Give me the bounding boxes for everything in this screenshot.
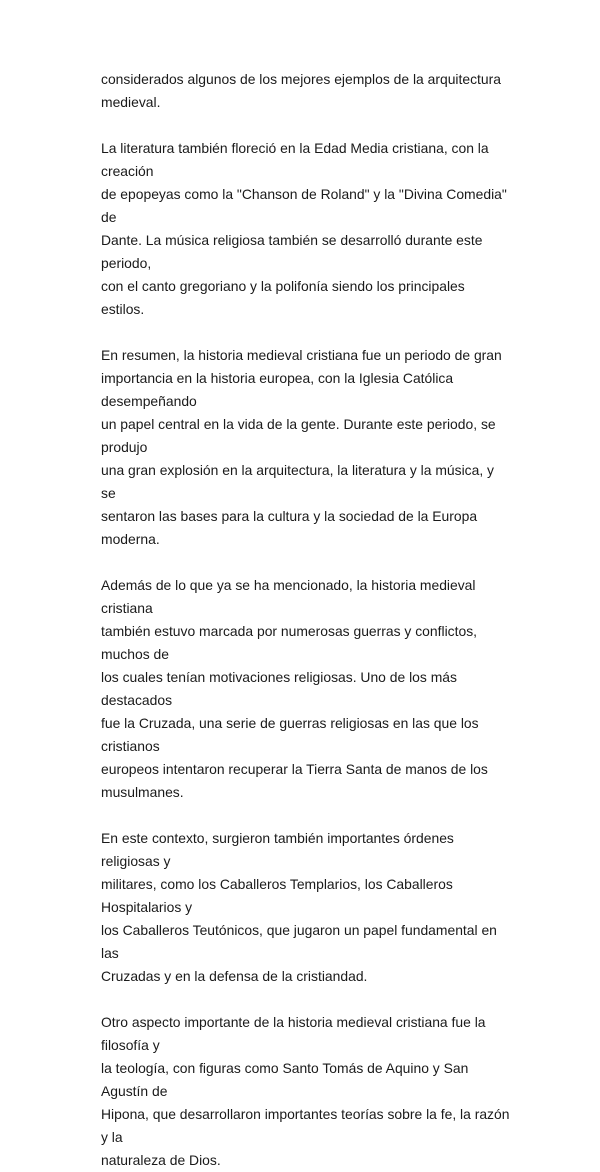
paragraph-1: considerados algunos de los mejores ejemplos de la arquitectura medieval. bbox=[101, 71, 501, 110]
paragraph-6: Otro aspecto importante de la historia medieval cristiana fue la filosofía y la teología, con figuras como Santo Tomás de Aquino y San Agustín de Hipona, que desarrollaron importantes teorías sobre la fe, la razón y la naturaleza de Dios. bbox=[101, 1014, 510, 1168]
paragraph-4: Además de lo que ya se ha mencionado, la historia medieval cristiana también estuvo marcada por numerosas guerras y conflictos, muchos de los cuales tenían motivaciones religiosas. Uno de los más destacados fue la Cruzada, una serie de guerras religiosas en las que los cristianos europeos intentaron recuperar la Tierra Santa de manos de los musulmanes. bbox=[101, 577, 488, 800]
paragraph-2: La literatura también floreció en la Edad Media cristiana, con la creación de epopeyas como la "Chanson de Roland" y la "Divina Comedia" de Dante. La música religiosa también se desarrolló durante este periodo, con el canto gregoriano y la polifonía siendo los principales estilos. bbox=[101, 140, 507, 317]
paragraph-5: En este contexto, surgieron también importantes órdenes religiosas y militares, como los Caballeros Templarios, los Caballeros Hospitalarios y los Caballeros Teutónicos, que jugaron un papel fundamental en las Cruzadas y en la defensa de la cristiandad. bbox=[101, 830, 497, 984]
paragraph-3: En resumen, la historia medieval cristiana fue un periodo de gran importancia en la historia europea, con la Iglesia Católica desempeñando un papel central en la vida de la gente. Durante este periodo, se produjo una gran explosión en la arquitectura, la literatura y la música, y se sentaron las bases para la cultura y la sociedad de la Europa moderna. bbox=[101, 347, 502, 547]
document-body bbox=[101, 68, 511, 1172]
